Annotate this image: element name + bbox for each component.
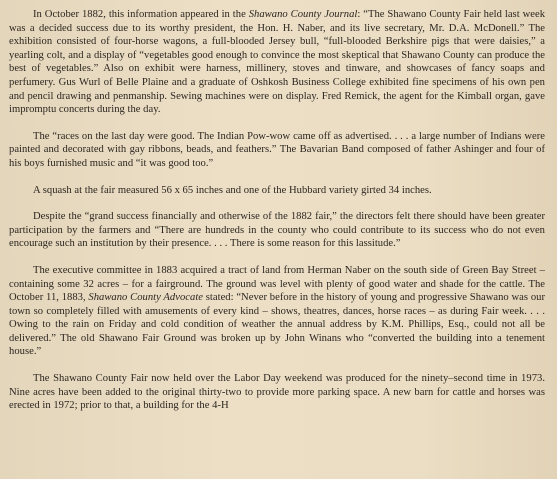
paragraph-text: Despite the “grand success financially and otherwise of the 1882 fair,” the directors felt there should have been greater participation by the farmers and “There are hundreds in the county who could contribute to its success who do not even encourage such an institution by their presence. . . . There is some reason for this lassitude.” [9, 211, 545, 250]
paragraph-text: The “races on the last day were good. The Indian Pow-wow came off as advertised. . . . a large number of Indians were painted and decorated with gay ribbons, beads, and feathers.” The Bavarian Band composed of father Ashinger and four of his boys furnished music and “it was good too.” [9, 130, 545, 169]
paragraph-fairground-1883 [9, 264, 545, 359]
paragraph-fair-1882 [9, 8, 545, 117]
paragraph-races [9, 130, 545, 171]
paragraph-text: The executive committee in 1883 acquired a tract of land from Herman Naber on the south side of Green Bay Street – containing some 32 acres – for a fairground. The ground was level with plenty of good water and shade for the cattle. The October 11, 1883, [9, 264, 545, 304]
paragraph-squash [9, 184, 545, 198]
paragraph-text: : “The Shawano County Fair held last week was a decided success due to its worthy president, the Hon. H. Naber, and its live secretary, Mr. D.A. McDonell.” The exhibition consisted of four-horse wagons, a full-blooded Jersey bull, “full-blooded Berkshire pigs that were daisies,” a yearling colt, and a display of “vegetables good enough to convince the most skeptical that Shawano County can produce the best of vegetables.” Also on exhibit were harness, millinery, stoves and tinware, and showcases of fancy soaps and perfumery. Gus Wurl of Belle Plaine and a graduate of Oshkosh Business College exhibited fine specimens of his own pen and pencil drawing and penmanship. Sewing machines were on display. Fred Remick, the agent for the Kimball organ, gave impromptu concerts during the day. [9, 9, 546, 116]
paragraph-text: stated: “Never before in the history of young and progressive Shawano was our town so completely filled with amusements of every kind – shows, theatres, dances, horse races – as during Fair week. . . . Owing to the rain on Friday and cold condition of weather the annual address by K.M. Phillips, Esq., could not all be delivered.” The old Shawano Fair Ground was broken up by John Winans who “converted the building into a tenement house.” [9, 292, 545, 358]
newspaper-title: Shawano County Advocate [88, 292, 204, 304]
paragraph-fair-1973 [9, 372, 545, 413]
paragraph-text: The Shawano County Fair now held over the Labor Day weekend was produced for the ninety–second time in 1973. Nine acres have been added to the original thirty-two to provide more parking space. A new barn for cattle and horses was erected in 1972; prior to that, a building for the 4-H [9, 373, 545, 412]
paragraph-text: In October 1882, this information appeared in the [33, 9, 249, 20]
paragraph-lassitude [9, 210, 545, 251]
newspaper-title: Shawano County Journal [248, 9, 358, 20]
paragraph-text: A squash at the fair measured 56 x 65 inches and one of the Hubbard variety girted 34 inches. [33, 184, 432, 196]
